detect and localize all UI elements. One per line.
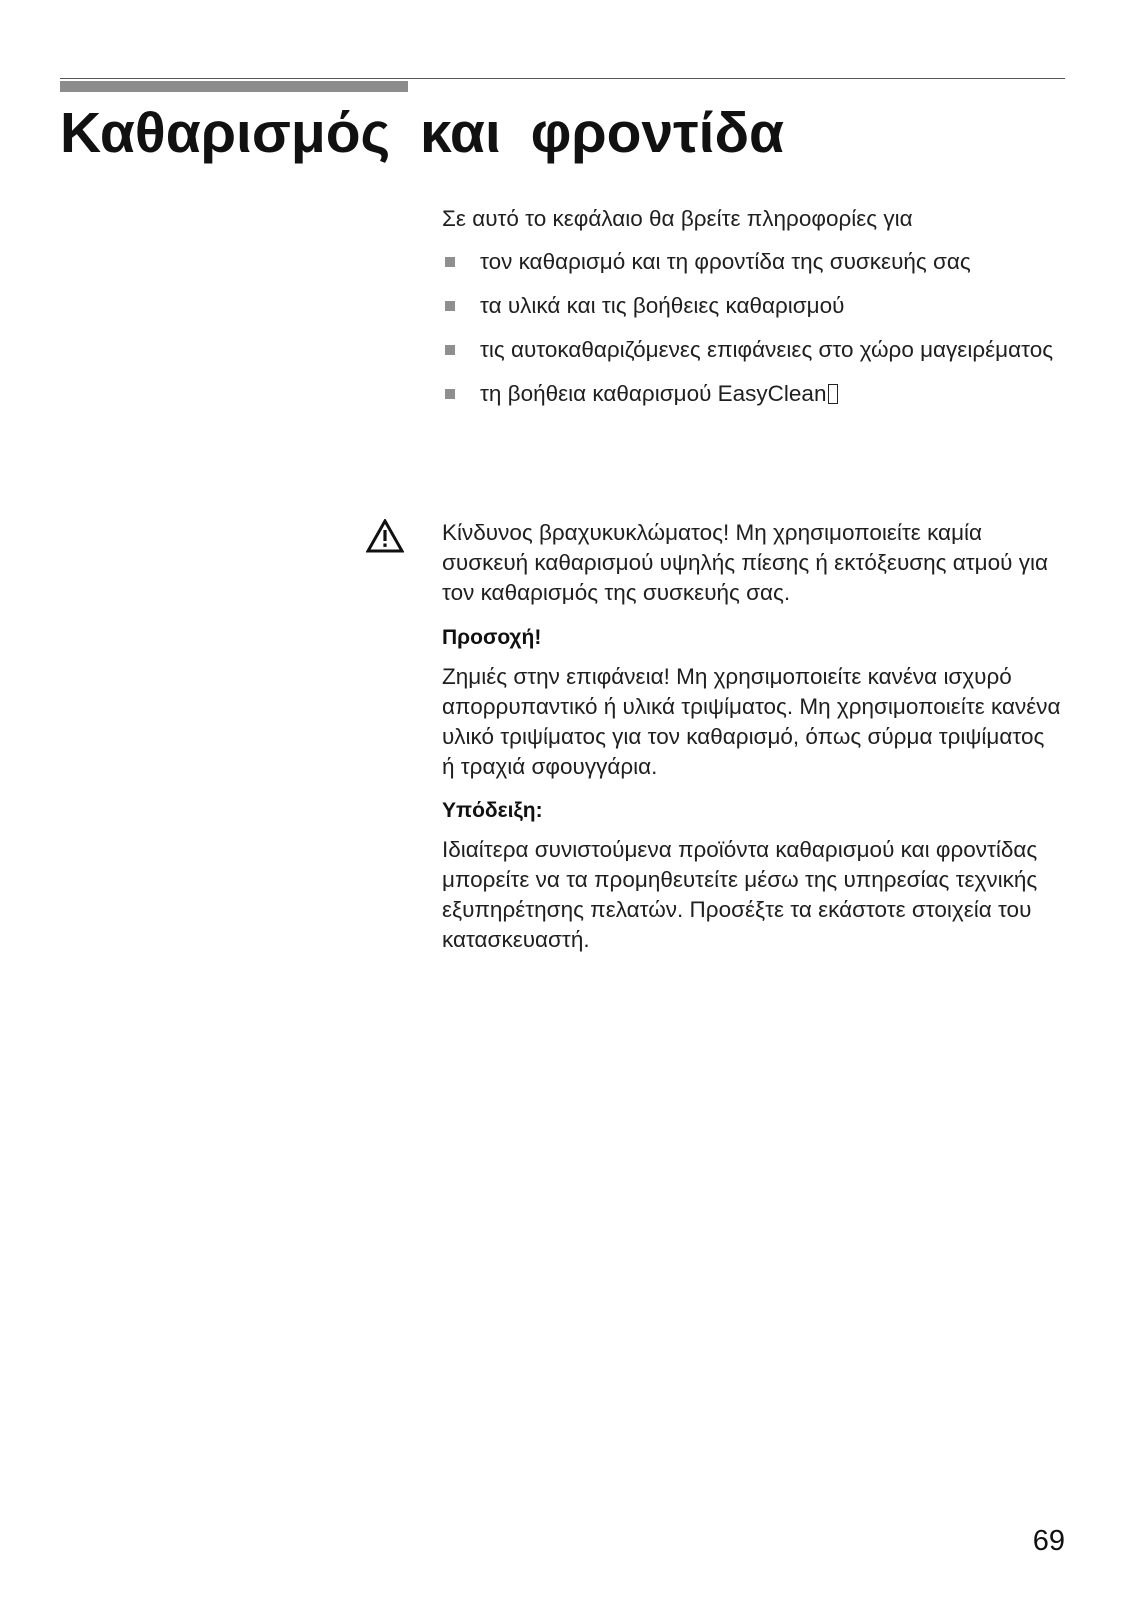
header-accent-bar bbox=[60, 81, 408, 92]
square-bullet-icon bbox=[445, 345, 455, 355]
topic-list bbox=[442, 247, 1062, 409]
list-item bbox=[442, 291, 1062, 321]
note-text: Ιδιαίτερα συνιστούμενα προϊόντα καθαρισμού και φροντίδας μπορείτε να τα προμηθευτείτε μέσω της υπηρεσίας τεχνικής εξυπηρέτησης πελατών. Προσέξτε τα εκάστοτε στοιχεία του κατασκευαστή. bbox=[442, 837, 1038, 952]
note-heading: Υπόδειξη: bbox=[442, 799, 543, 822]
square-bullet-icon bbox=[445, 389, 455, 399]
page-number: 69 bbox=[1032, 1525, 1065, 1557]
intro-section bbox=[442, 204, 1062, 423]
list-item-text: τον καθαρισμό και τη φροντίδα της συσκευής σας bbox=[480, 249, 971, 274]
page-title: Καθαρισμός και φροντίδα bbox=[60, 101, 785, 165]
list-item bbox=[442, 335, 1062, 365]
list-item-text: τη βοήθεια καθαρισμού EasyClean bbox=[480, 381, 827, 406]
trademark-symbol-icon bbox=[828, 384, 838, 404]
header-rule bbox=[60, 78, 1065, 79]
square-bullet-icon bbox=[445, 301, 455, 311]
list-item-text: τα υλικά και τις βοήθειες καθαρισμού bbox=[480, 293, 845, 318]
warning-text: Κίνδυνος βραχυκυκλώματος! Μη χρησιμοποιείτε καμία συσκευή καθαρισμού υψηλής πίεσης ή εκτόξευσης ατμού για τον καθαρισμός της συσκευής σας. bbox=[442, 520, 1048, 605]
caution-heading: Προσοχή! bbox=[442, 626, 542, 649]
warning-triangle-icon bbox=[366, 519, 404, 553]
list-item bbox=[442, 247, 1062, 277]
intro-text: Σε αυτό το κεφάλαιο θα βρείτε πληροφορίες για bbox=[442, 206, 913, 231]
list-item bbox=[442, 379, 1062, 409]
list-item-text: τις αυτοκαθαριζόμενες επιφάνειες στο χώρο μαγειρέματος bbox=[480, 337, 1054, 362]
safety-notes bbox=[442, 518, 1062, 955]
square-bullet-icon bbox=[445, 257, 455, 267]
caution-text: Ζημιές στην επιφάνεια! Μη χρησιμοποιείτε κανένα ισχυρό απορρυπαντικό ή υλικά τριψίματος. Μη χρησιμοποιείτε κανένα υλικό τριψίματος για τον καθαρισμό, όπως σύρμα τριψίματος ή τραχιά σφουγγάρια. bbox=[442, 664, 1061, 779]
